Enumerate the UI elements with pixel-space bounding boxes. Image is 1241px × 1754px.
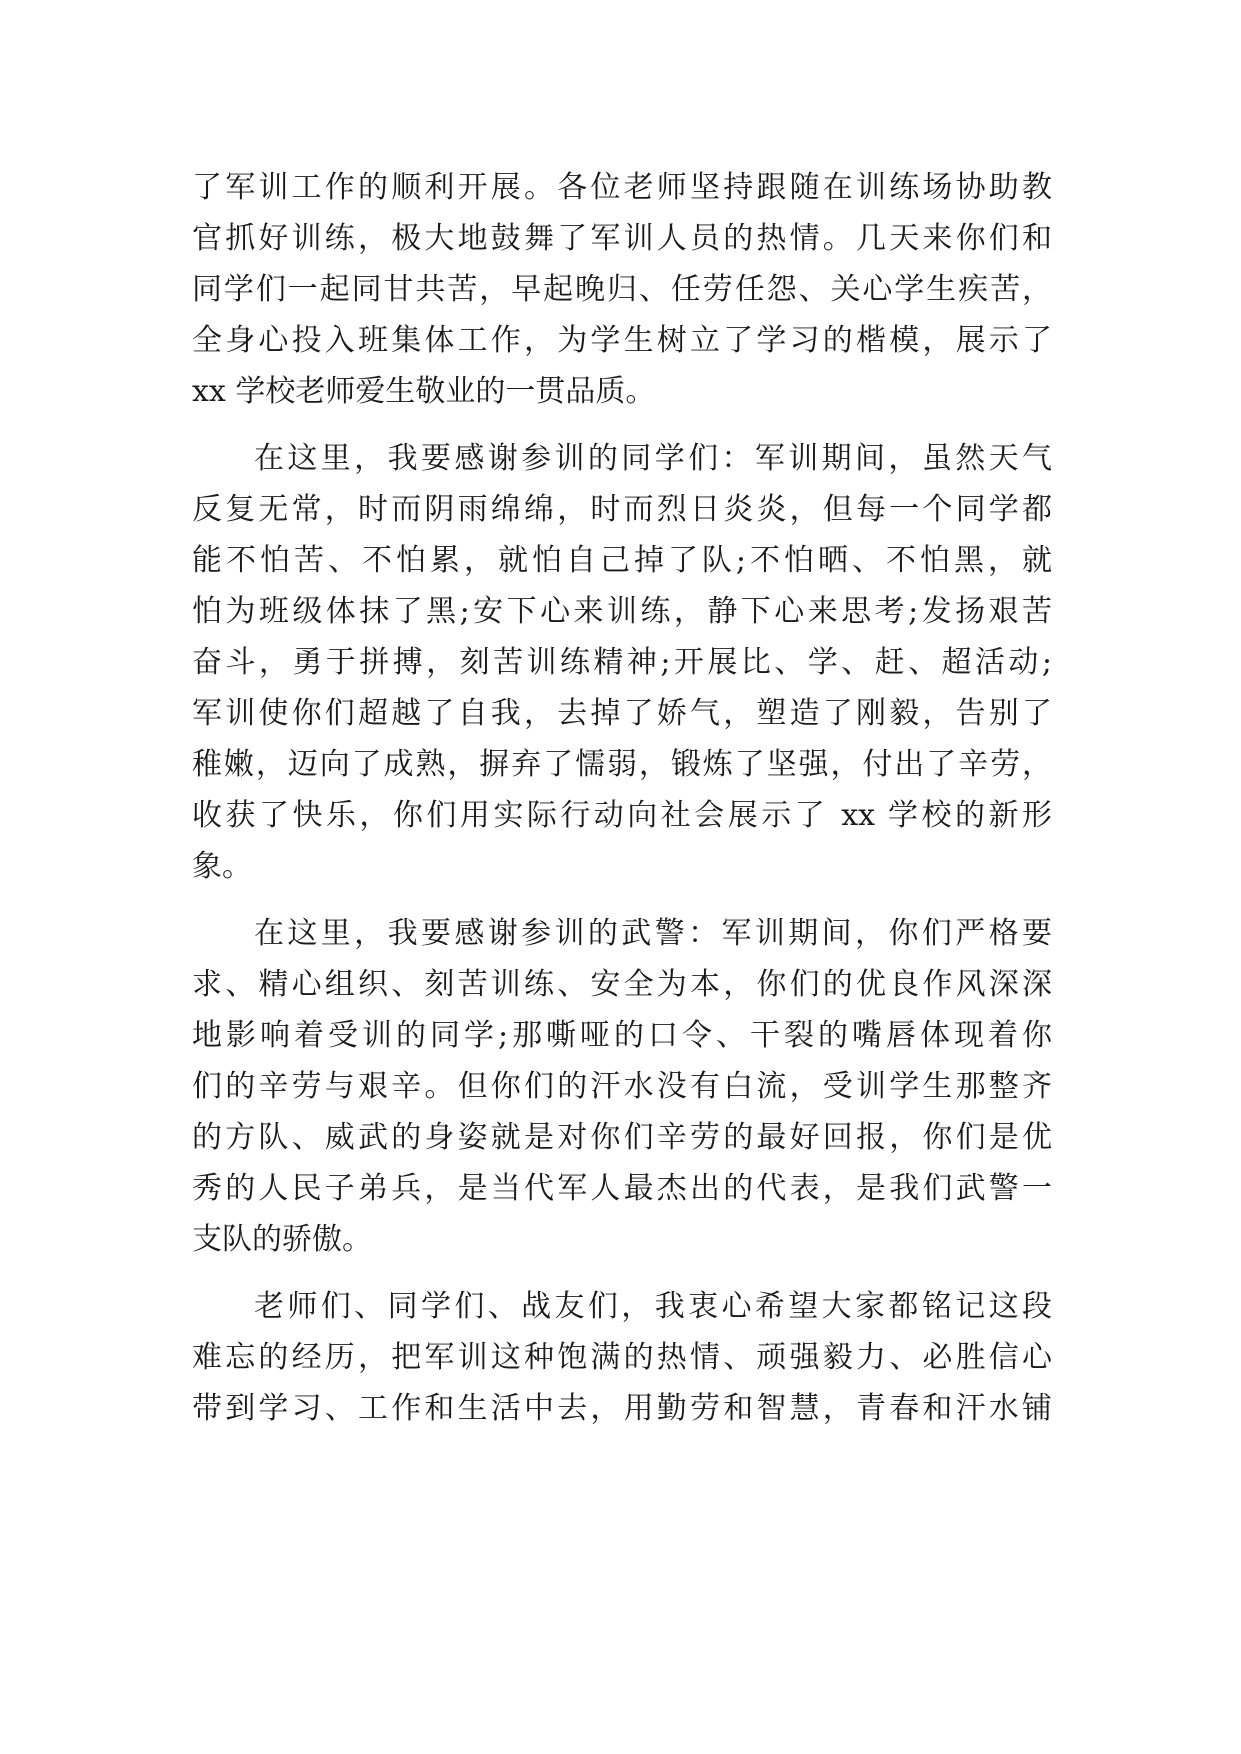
text-line: 官抓好训练，极大地鼓舞了军训人员的热情。几天来你们和 <box>192 221 1052 256</box>
text-line: 支队的骄傲。 <box>192 1222 372 1257</box>
text-line: 反复无常，时而阴雨绵绵，时而烈日炎炎，但每一个同学都 <box>192 492 1052 527</box>
text-line: 收获了快乐，你们用实际行动向社会展示了 xx 学校的新形 <box>192 798 1052 833</box>
text-line: 难忘的经历，把军训这种饱满的热情、顽强毅力、必胜信心 <box>192 1340 1052 1375</box>
text-line: 老师们、同学们、战友们，我衷心希望大家都铭记这段 <box>254 1289 1052 1324</box>
document-body <box>192 162 1052 1434</box>
paragraph <box>192 162 1052 417</box>
text-line: xx 学校老师爱生敬业的一贯品质。 <box>192 374 656 409</box>
text-line: 军训使你们超越了自我，去掉了娇气，塑造了刚毅，告别了 <box>192 696 1052 731</box>
text-line: 的方队、威武的身姿就是对你们辛劳的最好回报，你们是优 <box>192 1120 1052 1155</box>
paragraph <box>192 433 1052 892</box>
text-line: 秀的人民子弟兵，是当代军人最杰出的代表，是我们武警一 <box>192 1171 1052 1206</box>
text-line: 象。 <box>192 849 252 884</box>
text-line: 地影响着受训的同学;那嘶哑的口令、干裂的嘴唇体现着你 <box>192 1018 1052 1053</box>
text-line: 们的辛劳与艰辛。但你们的汗水没有白流，受训学生那整齐 <box>192 1069 1052 1104</box>
text-line: 同学们一起同甘共苦，早起晚归、任劳任怨、关心学生疾苦， <box>192 272 1052 307</box>
text-line: 了军训工作的顺利开展。各位老师坚持跟随在训练场协助教 <box>192 170 1052 205</box>
text-line: 稚嫩，迈向了成熟，摒弃了懦弱，锻炼了坚强，付出了辛劳， <box>192 747 1052 782</box>
text-line: 全身心投入班集体工作，为学生树立了学习的楷模，展示了 <box>192 323 1052 358</box>
text-line: 怕为班级体抹了黑;安下心来训练，静下心来思考;发扬艰苦 <box>192 594 1052 629</box>
paragraph <box>192 1281 1052 1434</box>
text-line: 在这里，我要感谢参训的武警：军训期间，你们严格要 <box>254 916 1052 951</box>
text-line: 奋斗，勇于拼搏，刻苦训练精神;开展比、学、赶、超活动; <box>192 645 1052 680</box>
paragraph <box>192 908 1052 1265</box>
text-line: 能不怕苦、不怕累，就怕自己掉了队;不怕晒、不怕黑，就 <box>192 543 1052 578</box>
text-line: 在这里，我要感谢参训的同学们：军训期间，虽然天气 <box>254 441 1052 476</box>
text-line: 求、精心组织、刻苦训练、安全为本，你们的优良作风深深 <box>192 967 1052 1002</box>
text-line: 带到学习、工作和生活中去，用勤劳和智慧，青春和汗水铺 <box>192 1391 1052 1426</box>
